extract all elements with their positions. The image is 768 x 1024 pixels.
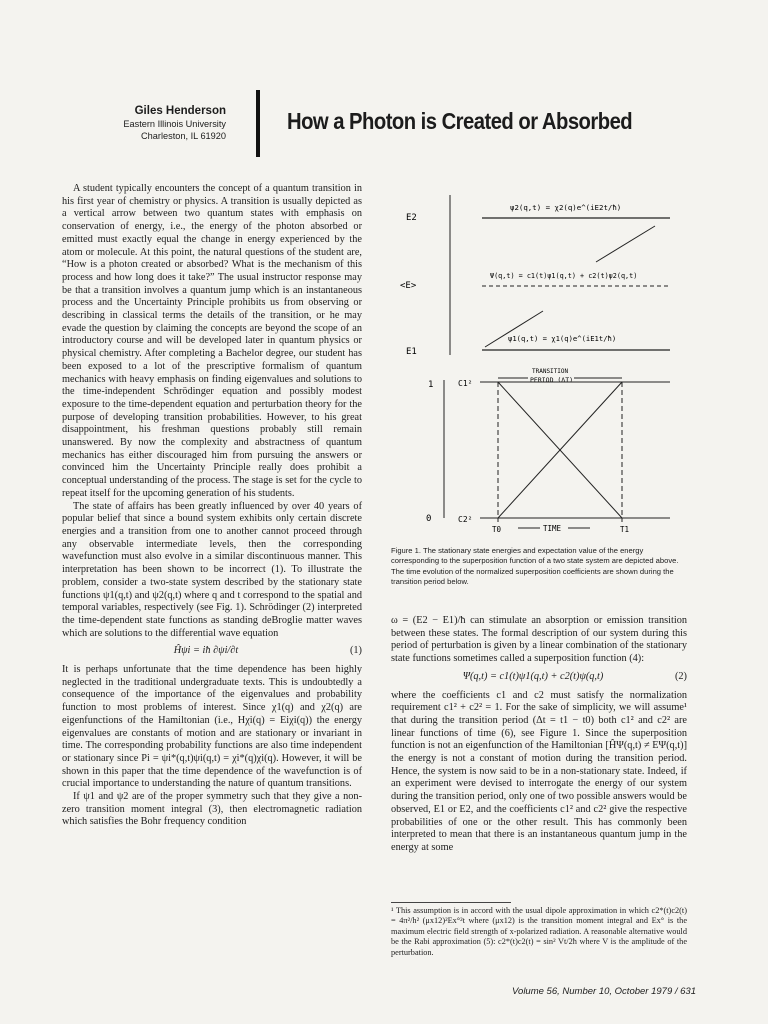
- curve-upper: [596, 226, 655, 262]
- paragraph: ω = (E2 − E1)/ħ can stimulate an absorption or emission transition between these states. The formal description of our system during this period of perturbation is given by a linear combination of the stationary state functions sometimes called a superposition function (4):: [391, 615, 687, 665]
- figure-caption: Figure 1. The stationary state energies and expectation value of the energy corresponding to the superposition function of a two state system are depicted above. The time evolution of the normalized superposition coefficients are shown during the transition period below.: [391, 546, 679, 587]
- equation-number: (2): [674, 670, 687, 682]
- label-c1sq: C1²: [458, 379, 473, 388]
- right-column: [391, 615, 687, 855]
- label-e1: E1: [406, 347, 417, 357]
- footnote: [391, 902, 687, 958]
- label-time: TIME: [543, 524, 562, 533]
- author-affiliation: Eastern Illinois University: [123, 119, 226, 129]
- left-column: [62, 183, 362, 829]
- psi2-label: ψ2(q,t) = χ2(q)e^(iE2t/ħ): [510, 203, 622, 212]
- label-zero: 0: [426, 514, 432, 524]
- paragraph: The state of affairs has been greatly influenced by over 40 years of popular belief that since a bound system exhibits only certain discrete energies and a transition from one to another cannot proceed through any observable intermediate levels, then the corresponding wavefunction must also evolve in a similar discontinuous manner. This interpretation has been shown to be incorrect (1). To illustrate the problem, consider a two-state system described by the stationary state functions ψ1(q,t) and ψ2(q,t) where q and t correspond to the spatial and temporal variables, respectively (see Fig. 1). Schrödinger (2) interpreted the time-dependent state functions as standing deBroglie matter waves which are solutions to the differential wave equation: [62, 500, 362, 639]
- article-title: How a Photon is Created or Absorbed: [287, 108, 633, 134]
- title-divider: [256, 90, 260, 157]
- equation-number: (1): [349, 645, 362, 657]
- transition-period-label: PERIOD (ΔT): [530, 376, 574, 384]
- author-block: [100, 104, 226, 142]
- label-t0: T0: [492, 525, 502, 534]
- label-c2sq: C2²: [458, 515, 473, 524]
- author-city: Charleston, IL 61920: [141, 131, 226, 141]
- label-one: 1: [428, 380, 434, 390]
- author-name: Giles Henderson: [134, 105, 226, 117]
- psi1-label: ψ1(q,t) = χ1(q)e^(iE1t/ħ): [508, 334, 617, 343]
- figure-1: [400, 190, 696, 535]
- footnote-text: ¹ This assumption is in accord with the usual dipole approximation in which c2*(t)c2(t) = 4π²/h² (μx12)²Ex°²t where (μx12) is the transition moment integral and Ex° is the maximum electric field strength of x-polarized radiation. A reasonable alternative would be the Rabi approximation (5): c2*(t)c2(t) = sin² Vt/2ħ where V is the amplitude of the perturbation.: [391, 906, 687, 957]
- label-t1: T1: [620, 525, 630, 534]
- transition-label: TRANSITION: [532, 368, 569, 375]
- footnote-rule: [391, 902, 511, 903]
- psi-label: Ψ(q,t) = c1(t)ψ1(q,t) + c2(t)ψ2(q,t): [490, 272, 638, 280]
- paragraph: It is perhaps unfortunate that the time dependence has been highly neglected in the traditional undergraduate texts. This is undoubtedly a consequence of the importance of the eigenvalues and probability function to most problems of interest. Since χ1(q) and χ2(q) are eigenfunctions of the Hamiltonian (i.e., Hχi(q) = Eiχi(q)) the energy eigenvalues are constants of motion and are stationary or invariant in time. The corresponding probability functions are also time independent or stationary since Pi = ψi*(q,t)ψi(q,t) = χi*(q)χi(q). However, it will be shown in this paper that the time dependence of the wavefunction is of crucial importance to understanding the nature of quantum transitions.: [62, 664, 362, 790]
- paragraph: If ψ1 and ψ2 are of the proper symmetry such that they give a non-zero transition moment integral (3), then electromagnetic radiation which satisfies the Bohr frequency condition: [62, 791, 362, 828]
- paragraph: A student typically encounters the concept of a quantum transition in his first year of chemistry or physics. A transition is usually depicted as a vertical arrow between two quantum states with emphasis on conservation of energy, i.e., the energy of the photon absorbed or emitted must exactly equal the change in energy experienced by the atom or molecule. At this point, the natural questions of the student are, “How is a photon created or absorbed? What is the mechanism of this process and how long does it take?” The usual instructor response may be that a transition involves a quantum jump which is an instantaneous process and the Uncertainty Principle prohibits us from observing or describing in classical terms the details of the transition, or he may evade the question by claiming the concepts are beyond the scope of an introductory course and will be developed later in quantum physics or physical chemistry. After completing a Bachelor degree, our student has been exposed to a lot of the prescriptive formalism of quantum mechanics with heavy emphasis on finding eigenvalues and solutions to the time-independent Schrödinger equation and possibly modest exposure to the time-dependent equation and perturbation theory for the purpose of developing transition probabilities. However, to his great disappointment, his freshman questions probably still remain unanswered. By now the complexity and abstractness of quantum mechanics has either discouraged him from pursuing the answers or convinced him the Uncertainty Principle really does prohibit a conceptual understanding of the process. The stage is set for the cycle to repeat itself for the upcoming generation of his students.: [62, 183, 362, 499]
- label-expectation: <E>: [400, 281, 417, 291]
- paragraph: where the coefficients c1 and c2 must satisfy the normalization requirement c1² + c2² = 1. For the sake of simplicity, we will assume¹ that during the transition period (Δt = t1 − t0) both c1² and c2² are linear functions of time (6), see Figure 1. Since the superposition function is not an eigenfunction of the Hamiltonian [ĤΨ(q,t) ≠ EΨ(q,t)] the energy is not a constant of motion during the transition period. Hence, the system is now said to be in a non-stationary state. Indeed, if an experiment were devised to interrogate the energy of our system during the transition period, only one of two possible answers would be observed, E1 or E2, and the coefficients c1² and c2² give the respective probabilities of one or the other result. This has commonly been interpreted to mean that there is an instantaneous quantum jump in the energy at some: [391, 689, 687, 853]
- equation-2: [391, 671, 687, 684]
- equation-body: Ψ(q,t) = c1(t)ψ1(q,t) + c2(t)ψ(q,t): [462, 670, 604, 682]
- page-footer: Volume 56, Number 10, October 1979 / 631: [512, 986, 696, 997]
- equation-1: [62, 645, 362, 658]
- equation-body: Ĥψi = iħ ∂ψi/∂t: [173, 645, 239, 657]
- label-e2: E2: [406, 213, 417, 223]
